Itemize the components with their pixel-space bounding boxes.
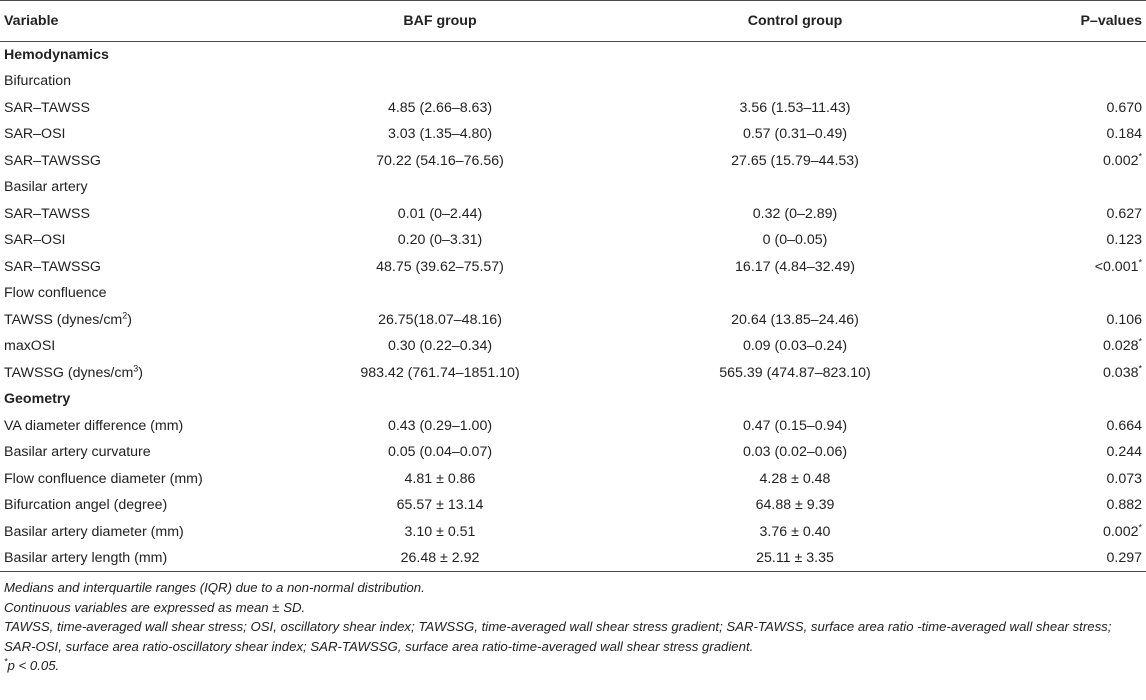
p-value-text: 0.670 (1106, 99, 1142, 116)
cell-variable (0, 280, 280, 307)
section-heading-row (0, 42, 1146, 69)
cell-baf-group: 3.03 (1.35–4.80) (387, 126, 493, 143)
cell-p-value (990, 439, 1146, 466)
variable-label: SAR–OSI (4, 232, 66, 249)
cell-p-value (990, 174, 1146, 201)
p-value-text: 0.002 (1102, 152, 1139, 169)
table-row (0, 227, 1146, 254)
cell-baf-group: 3.10 ± 0.51 (404, 523, 476, 540)
p-value-text: 0.002 (1102, 523, 1139, 540)
cell-baf-group (280, 42, 600, 69)
cell-control-group: 25.11 ± 3.35 (756, 550, 834, 566)
cell-p-value (990, 95, 1146, 122)
cell-variable (0, 174, 280, 201)
significance-mark: * (1138, 151, 1142, 162)
section-heading-row (0, 386, 1146, 413)
footnote-significance (4, 656, 1142, 676)
cell-p-value (990, 333, 1146, 360)
cell-control-group (600, 68, 990, 95)
header-baf-group: BAF group (403, 13, 477, 29)
variable-label: TAWSS (dynes/cm (4, 311, 123, 328)
variable-label: VA diameter difference (mm) (4, 417, 184, 434)
table-body (0, 42, 1146, 572)
cell-variable (0, 254, 280, 281)
cell-baf-group: 26.48 ± 2.92 (400, 550, 480, 566)
cell-variable (0, 95, 280, 122)
cell-p-value (990, 360, 1146, 387)
cell-control-group: 565.39 (474.87–823.10) (719, 364, 871, 381)
cell-control-group: 0.47 (0.15–0.94) (742, 417, 848, 434)
variable-label: Basilar artery curvature (4, 444, 151, 461)
cell-p-value (990, 68, 1146, 95)
variable-label: Geometry (4, 391, 71, 408)
cell-control-group: 16.17 (4.84–32.49) (735, 258, 855, 275)
table-row (0, 360, 1146, 387)
table-row (0, 519, 1146, 546)
cell-control-group (600, 280, 990, 307)
header-variable: Variable (4, 13, 59, 29)
p-value-text: 0.123 (1106, 232, 1142, 249)
p-value-text: 0.627 (1106, 205, 1142, 222)
unit-close: ) (138, 364, 144, 381)
header-p-values: P–values (1080, 13, 1142, 29)
cell-variable (0, 519, 280, 546)
cell-control-group: 0.03 (0.02–0.06) (742, 444, 848, 461)
cell-variable (0, 148, 280, 175)
table-header (0, 1, 1146, 42)
cell-baf-group (280, 280, 600, 307)
table-row (0, 148, 1146, 175)
variable-label: SAR–TAWSS (4, 205, 90, 222)
cell-baf-group: 48.75 (39.62–75.57) (376, 258, 504, 275)
cell-control-group: 0 (0–0.05) (762, 232, 828, 249)
subsection-heading-row (0, 280, 1146, 307)
cell-p-value (990, 492, 1146, 519)
p-value-text: 0.184 (1106, 126, 1142, 143)
cell-p-value (990, 307, 1146, 334)
variable-label: Hemodynamics (4, 47, 109, 63)
cell-p-value (990, 201, 1146, 228)
cell-variable (0, 466, 280, 493)
cell-control-group: 20.64 (13.85–24.46) (731, 311, 859, 328)
significance-mark: * (1138, 257, 1142, 268)
cell-control-group: 0.09 (0.03–0.24) (742, 338, 848, 355)
cell-variable (0, 307, 280, 334)
cell-p-value (990, 227, 1146, 254)
cell-p-value (990, 545, 1146, 572)
table-footnotes (0, 578, 1146, 676)
variable-label: Basilar artery (4, 179, 88, 196)
p-value-text: 0.106 (1106, 311, 1142, 328)
footnote-iqr: Medians and interquartile ranges (IQR) due to a non-normal distribution. (4, 580, 425, 595)
table-row (0, 95, 1146, 122)
cell-variable (0, 227, 280, 254)
table-row (0, 545, 1146, 572)
table-row (0, 439, 1146, 466)
unit-exponent: 3 (133, 363, 139, 374)
table-row (0, 413, 1146, 440)
cell-control-group: 0.57 (0.31–0.49) (742, 126, 848, 143)
variable-label: SAR–TAWSS (4, 99, 90, 116)
cell-baf-group: 0.05 (0.04–0.07) (387, 444, 493, 461)
cell-p-value (990, 466, 1146, 493)
significance-mark: * (1138, 336, 1142, 347)
cell-control-group (600, 174, 990, 201)
variable-label: maxOSI (4, 338, 56, 355)
cell-control-group (600, 386, 990, 413)
cell-p-value (990, 121, 1146, 148)
variable-label: Flow confluence diameter (mm) (4, 470, 203, 487)
cell-baf-group: 0.01 (0–2.44) (397, 205, 483, 222)
cell-control-group: 3.56 (1.53–11.43) (739, 99, 851, 116)
cell-baf-group: 4.81 ± 0.86 (404, 470, 476, 487)
footnote-mean-sd: Continuous variables are expressed as mean ± SD. (4, 599, 306, 615)
cell-control-group: 4.28 ± 0.48 (759, 470, 831, 487)
cell-variable (0, 42, 280, 69)
cell-control-group: 0.32 (0–2.89) (752, 205, 838, 222)
significance-text: p < 0.05. (7, 658, 60, 673)
cell-p-value (990, 148, 1146, 175)
cell-p-value (990, 254, 1146, 281)
cell-p-value (990, 413, 1146, 440)
cell-variable (0, 439, 280, 466)
cell-variable (0, 68, 280, 95)
cell-p-value (990, 386, 1146, 413)
cell-control-group: 3.76 ± 0.40 (759, 523, 831, 540)
cell-control-group: 64.88 ± 9.39 (755, 497, 835, 514)
variable-label: Bifurcation (4, 73, 72, 90)
p-value-text: 0.038 (1102, 364, 1139, 381)
cell-baf-group: 0.30 (0.22–0.34) (387, 338, 493, 355)
p-value-text: 0.664 (1106, 417, 1142, 434)
variable-label: Flow confluence (4, 285, 107, 302)
header-row (0, 1, 1146, 42)
cell-variable (0, 492, 280, 519)
p-value-text: <0.001 (1094, 258, 1139, 275)
significance-mark: * (1138, 522, 1142, 533)
p-value-text: 0.297 (1106, 550, 1142, 566)
footnote-abbreviations: TAWSS, time-averaged wall shear stress; OSI, oscillatory shear index; TAWSSG, time-averaged wall shear stress gradient; SAR-TAWSS, surface area ratio -time-averaged wall shear stress; SAR-OSI, surface area ratio-oscillatory shear index; SAR-TAWSSG, surface area ratio-time-averaged wall shear stress gradient. (4, 619, 1112, 654)
cell-p-value (990, 280, 1146, 307)
cell-baf-group (280, 68, 600, 95)
cell-baf-group: 4.85 (2.66–8.63) (387, 99, 493, 116)
table-row (0, 254, 1146, 281)
cell-baf-group: 0.43 (0.29–1.00) (387, 417, 493, 434)
cell-p-value (990, 519, 1146, 546)
variable-label: SAR–OSI (4, 126, 66, 143)
subsection-heading-row (0, 174, 1146, 201)
unit-exponent: 2 (122, 310, 128, 321)
cell-control-group (600, 42, 990, 69)
cell-variable (0, 333, 280, 360)
cell-variable (0, 545, 280, 572)
cell-baf-group: 70.22 (54.16–76.56) (376, 152, 504, 169)
p-value-text: 0.073 (1106, 470, 1142, 487)
significance-mark: * (4, 656, 8, 667)
variable-label: Basilar artery length (mm) (4, 550, 168, 566)
cell-baf-group: 26.75(18.07–48.16) (378, 311, 502, 328)
cell-variable (0, 386, 280, 413)
cell-variable (0, 413, 280, 440)
variable-label: SAR–TAWSSG (4, 258, 101, 275)
cell-control-group: 27.65 (15.79–44.53) (731, 152, 859, 169)
cell-variable (0, 201, 280, 228)
subsection-heading-row (0, 68, 1146, 95)
table-row (0, 466, 1146, 493)
variable-label: SAR–TAWSSG (4, 152, 101, 169)
variable-label: TAWSSG (dynes/cm (4, 364, 134, 381)
p-value-text: 0.244 (1106, 444, 1142, 461)
cell-baf-group (280, 174, 600, 201)
table-row (0, 492, 1146, 519)
cell-baf-group: 65.57 ± 13.14 (396, 497, 484, 514)
variable-label: Bifurcation angel (degree) (4, 497, 168, 514)
table-row (0, 201, 1146, 228)
p-value-text: 0.882 (1106, 497, 1142, 514)
unit-close: ) (127, 311, 132, 328)
cell-p-value (990, 42, 1146, 69)
cell-baf-group: 0.20 (0–3.31) (397, 232, 483, 249)
header-control-group: Control group (747, 13, 843, 29)
variable-label: Basilar artery diameter (mm) (4, 523, 184, 540)
significance-mark: * (1138, 363, 1142, 374)
cell-variable (0, 121, 280, 148)
table-row (0, 307, 1146, 334)
cell-variable (0, 360, 280, 387)
table-row (0, 121, 1146, 148)
cell-baf-group (280, 386, 600, 413)
p-value-text: 0.028 (1102, 338, 1139, 355)
cell-baf-group: 983.42 (761.74–1851.10) (360, 364, 520, 381)
table-row (0, 333, 1146, 360)
